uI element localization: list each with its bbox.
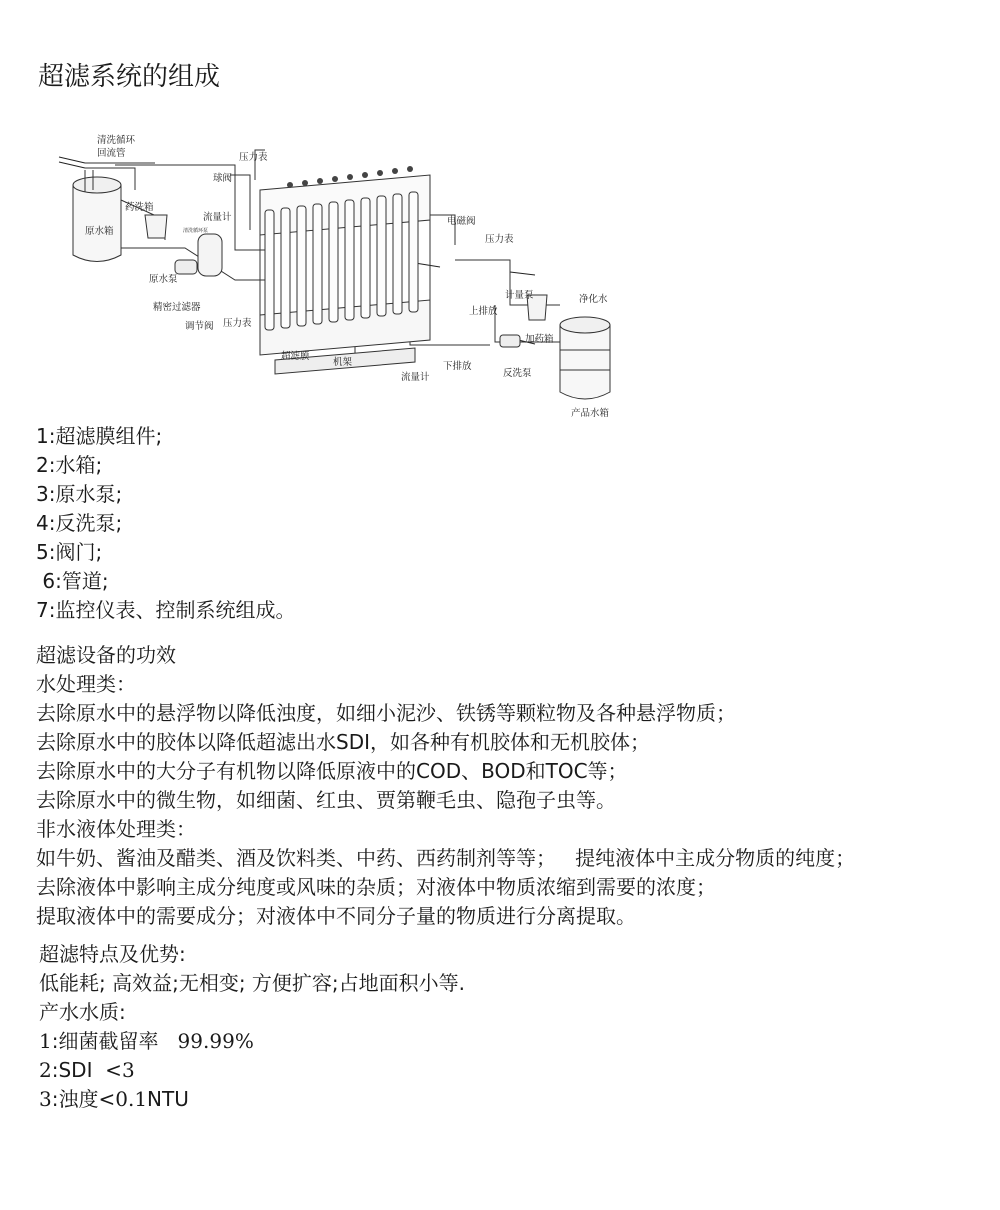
- quality-value: 0.1: [115, 1087, 148, 1111]
- backwash-pump-icon: [500, 335, 520, 347]
- list-item: 去除原水中的胶体以降低超滤出水SDI，如各种有机胶体和无机胶体；: [36, 730, 650, 754]
- quality-item-sdi: [39, 1056, 465, 1085]
- uf-system-illustration: [55, 130, 615, 420]
- quality-label: :SDI <: [51, 1058, 122, 1082]
- quality-value: 99.99%: [158, 1029, 254, 1053]
- quality-item-bacteria: [39, 1027, 465, 1056]
- label-uf-membrane: 超滤膜: [281, 351, 310, 362]
- precision-filter-icon: [198, 234, 222, 276]
- label-dosing-tank: 加药箱: [525, 334, 554, 345]
- label-ball-valve: 球阀: [213, 173, 233, 184]
- quality-item-turbidity: [39, 1085, 465, 1114]
- features-section: [36, 940, 465, 1114]
- label-raw-tank: 原水箱: [85, 226, 114, 237]
- label-pressure-gauge-bottom: 压力表: [223, 318, 252, 329]
- label-upper-drain: 上排放: [469, 306, 498, 317]
- label-pressure-gauge-right: 压力表: [485, 234, 514, 245]
- quality-value: 3: [121, 1058, 135, 1082]
- quality-num: 3: [39, 1087, 52, 1111]
- features-heading: 超滤特点及优势:: [39, 942, 186, 966]
- list-item: 1:超滤膜组件;: [36, 424, 163, 448]
- label-tiny-note: 清洗循环泵: [183, 228, 209, 234]
- list-item: 7:监控仪表、控制系统组成。: [36, 598, 296, 622]
- raw-water-tank-icon: [73, 177, 121, 262]
- label-chem-tank: 药洗箱: [125, 202, 154, 213]
- raw-pump-icon: [175, 260, 197, 274]
- water-heading: 水处理类：: [36, 672, 136, 696]
- page-title: 超滤系统的组成: [38, 62, 221, 92]
- label-flow-meter-top: 流量计: [203, 212, 232, 223]
- list-item: 去除原水中的悬浮物以降低浊度，如细小泥沙、铁锈等颗粒物及各种悬浮物质；: [36, 701, 736, 725]
- label-lower-drain: 下排放: [443, 361, 472, 372]
- list-item: 如牛奶、酱油及醋类、酒及饮料类、中药、西药制剂等等； 提纯液体中主成分物质的纯度；: [36, 846, 856, 870]
- label-regulating-valve: 调节阀: [185, 321, 214, 332]
- list-item: 5:阀门;: [36, 540, 103, 564]
- chemical-wash-box-icon: [145, 215, 167, 238]
- list-item: 4:反洗泵;: [36, 511, 123, 535]
- label-metering-pump: 计量泵: [505, 290, 534, 301]
- components-list: [36, 422, 295, 625]
- list-item: 2:水箱;: [36, 453, 103, 477]
- label-product-tank: 产品水箱: [571, 408, 610, 419]
- quality-unit: NTU: [147, 1087, 189, 1111]
- uf-system-diagram: [55, 130, 615, 420]
- quality-label: :浊度<: [51, 1087, 116, 1111]
- features-summary: 低能耗; 高效益;无相变; 方便扩容;占地面积小等.: [39, 971, 466, 995]
- label-clean-water: 净化水: [579, 294, 608, 305]
- quality-num: 2: [39, 1058, 52, 1082]
- label-flow-meter-bottom: 流量计: [401, 372, 430, 383]
- product-water-tank-icon: [560, 317, 610, 399]
- label-return-pipe: 回流管: [97, 148, 126, 159]
- list-item: 6:管道;: [36, 569, 109, 593]
- label-precision-filter: 精密过滤器: [153, 302, 201, 313]
- quality-num: 1: [39, 1029, 52, 1053]
- liquid-heading: 非水液体处理类：: [36, 817, 196, 841]
- label-raw-pump: 原水泵: [149, 274, 178, 285]
- label-wash-loop: 清洗循环: [97, 135, 136, 146]
- label-solenoid-valve: 电磁阀: [447, 216, 476, 227]
- list-item: 3:原水泵;: [36, 482, 123, 506]
- quality-heading: 产水水质:: [39, 1000, 126, 1024]
- list-item: 提取液体中的需要成分；对液体中不同分子量的物质进行分离提取。: [36, 904, 636, 928]
- quality-label: :细菌截留率: [51, 1029, 159, 1053]
- list-item: 去除原水中的微生物，如细菌、红虫、贾第鞭毛虫、隐孢子虫等。: [36, 788, 616, 812]
- label-backwash-pump: 反洗泵: [503, 368, 532, 379]
- effects-section: [36, 641, 855, 931]
- label-pressure-gauge-top: 压力表: [239, 152, 268, 163]
- effects-heading: 超滤设备的功效: [36, 643, 176, 667]
- list-item: 去除原水中的大分子有机物以降低原液中的COD、BOD和TOC等；: [36, 759, 628, 783]
- label-frame: 机架: [333, 357, 353, 368]
- list-item: 去除液体中影响主成分纯度或风味的杂质；对液体中物质浓缩到需要的浓度；: [36, 875, 716, 899]
